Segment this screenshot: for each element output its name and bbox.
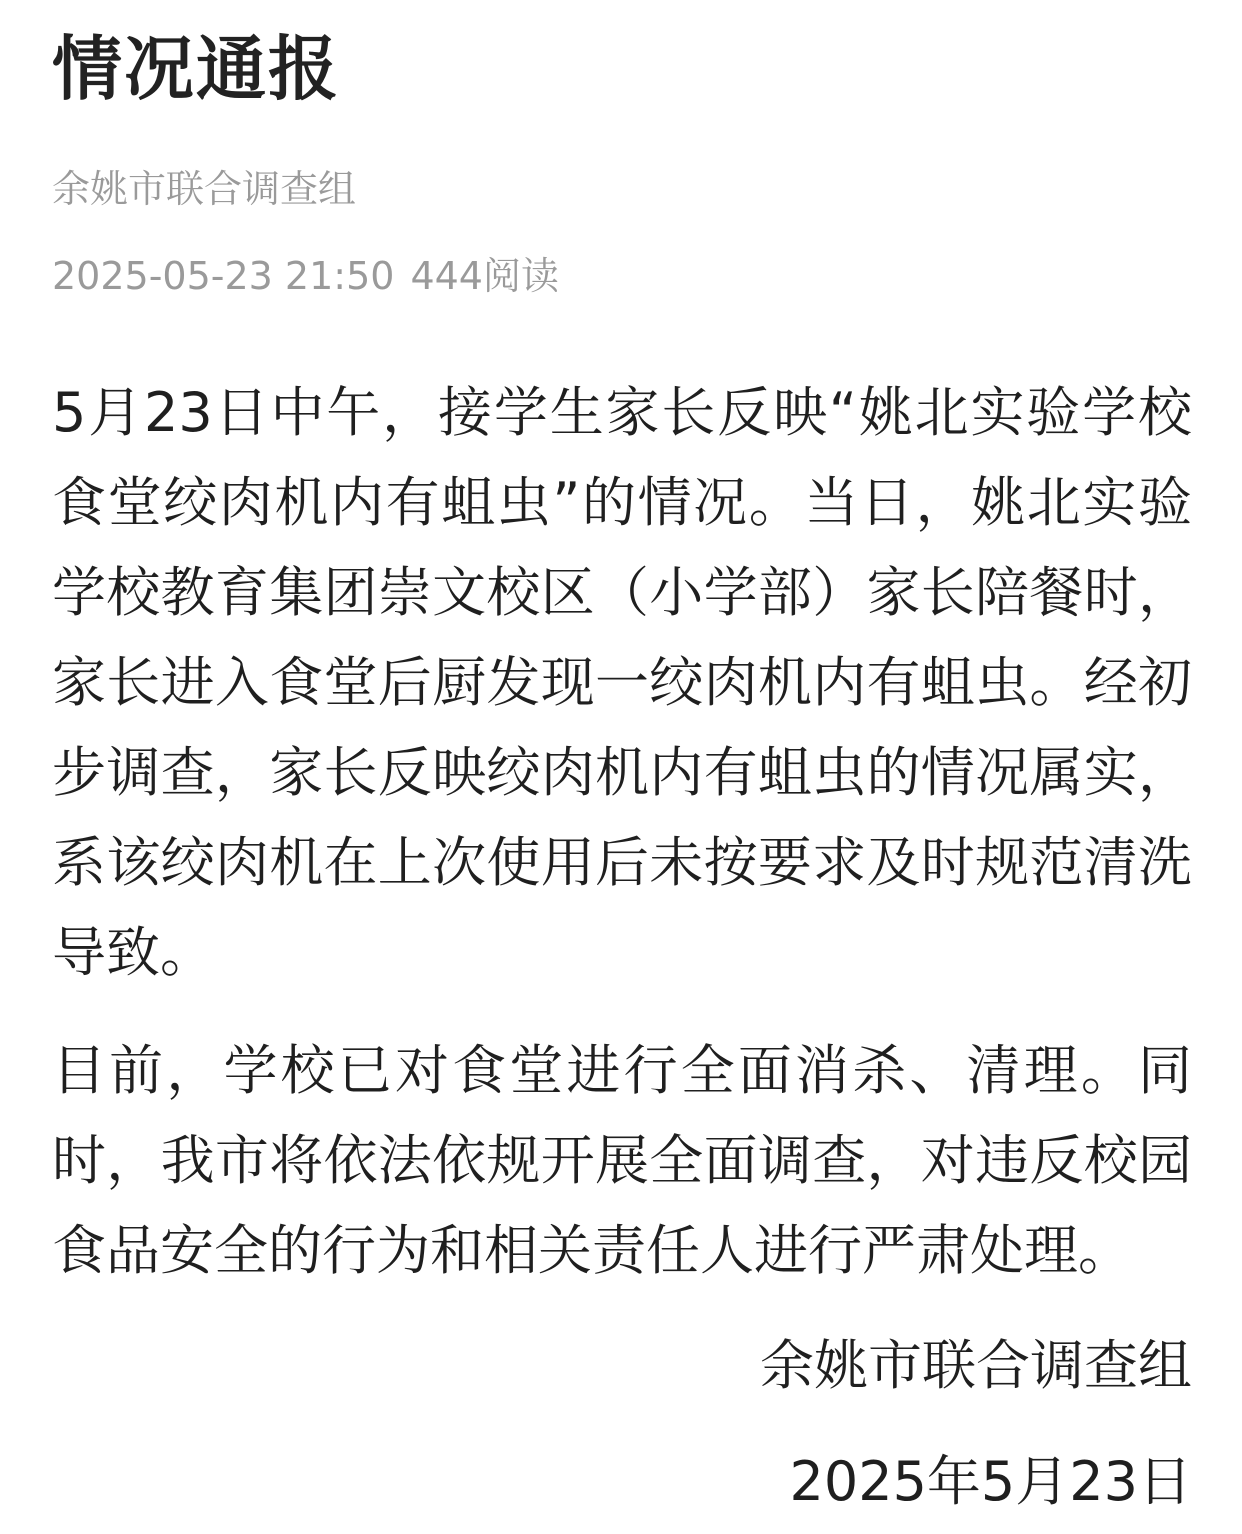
signature-date: 2025年5月23日 bbox=[789, 1450, 1192, 1513]
signature-organization: 余姚市联合调查组 bbox=[760, 1334, 1192, 1397]
article-title: 情况通报 bbox=[52, 28, 340, 110]
article-paragraph: 目前，学校已对食堂进行全面消杀、清理。同时，我市将依法依规开展全面调查，对违反校园食品安全的行为和相关责任人进行严肃处理。 bbox=[52, 1039, 1192, 1282]
article-paragraph: 5月23日中午，接学生家长反映“姚北实验学校食堂绞肉机内有蛆虫”的情况。当日，姚北实验学校教育集团崇文校区（小学部）家长陪餐时，家长进入食堂后厨发现一绞肉机内有蛆虫。经初步调查，家长反映绞肉机内有蛆虫的情况属实，系该绞肉机在上次使用后未按要求及时规范清洗导致。 bbox=[52, 381, 1192, 984]
article-page bbox=[52, 0, 1192, 1534]
publish-time: 2025-05-23 21:50 bbox=[52, 254, 395, 298]
article-meta bbox=[52, 250, 559, 302]
read-count: 444阅读 bbox=[410, 254, 559, 298]
account-name-link[interactable]: 余姚市联合调查组 bbox=[52, 167, 357, 211]
